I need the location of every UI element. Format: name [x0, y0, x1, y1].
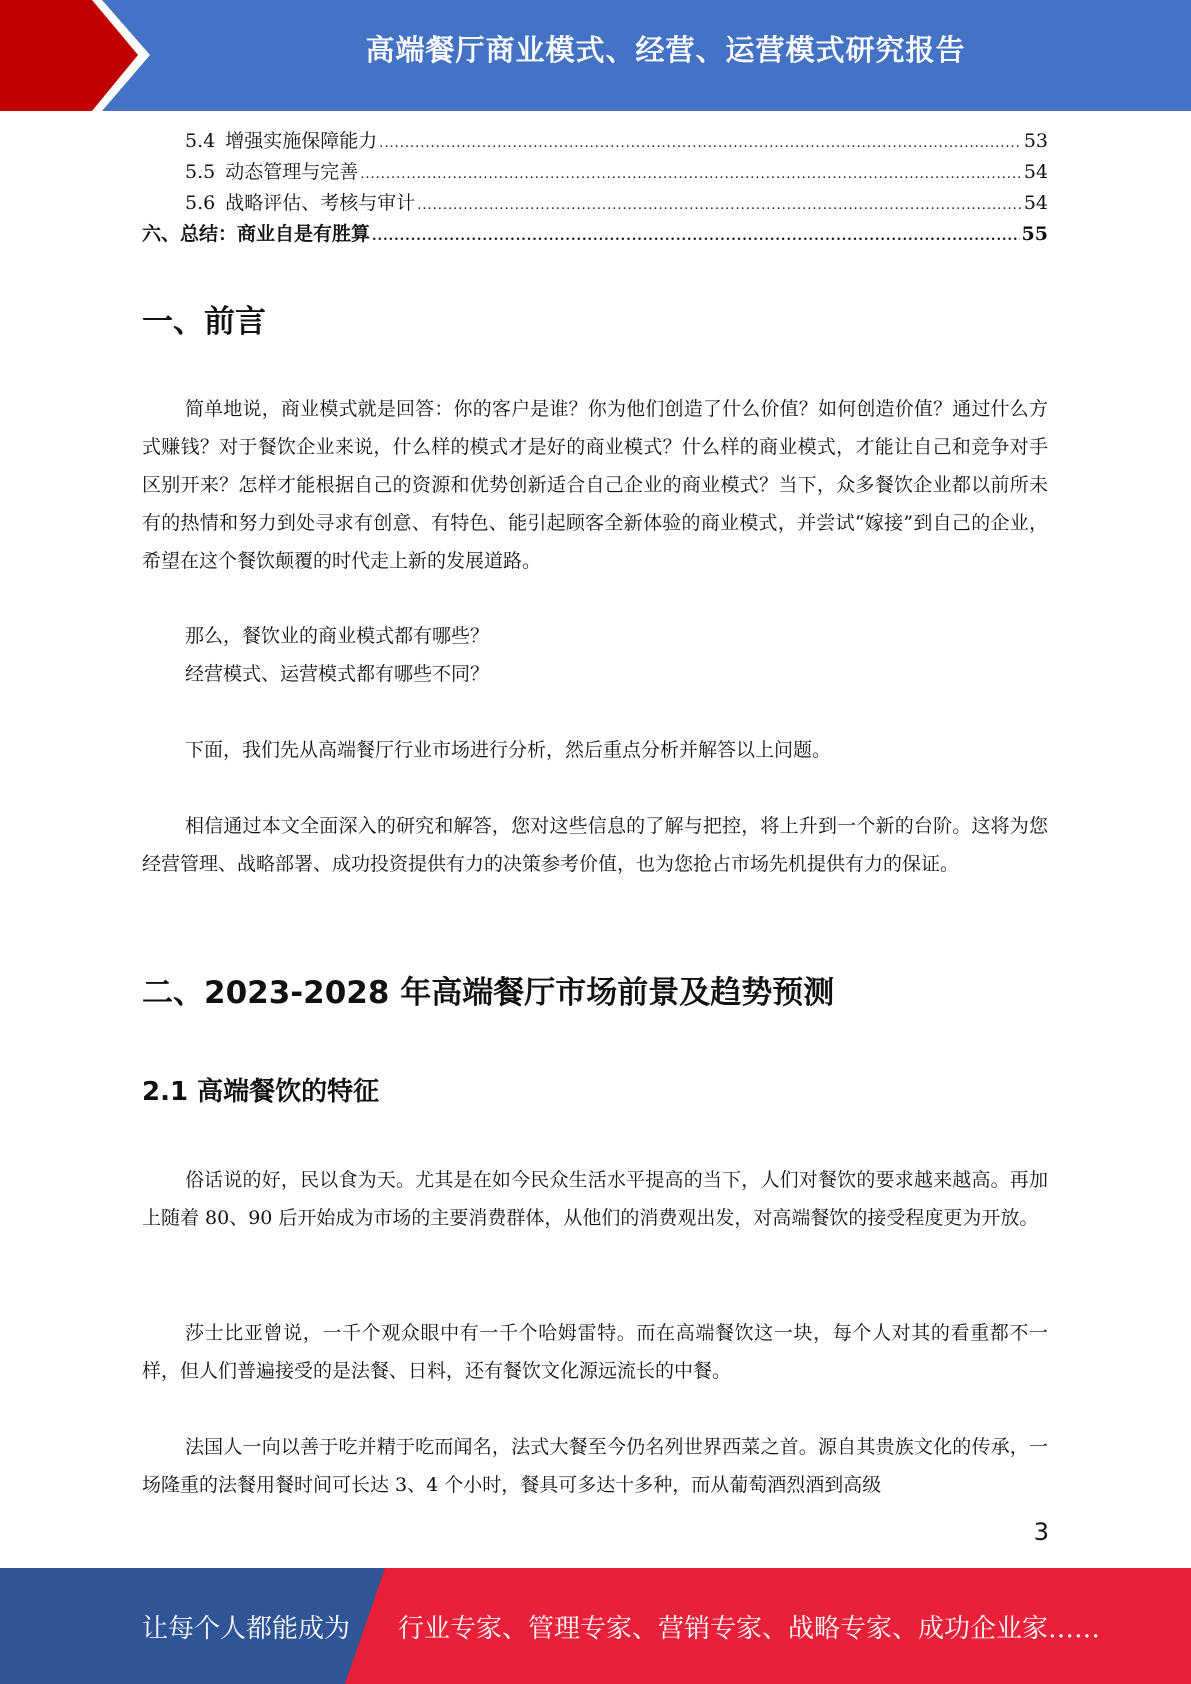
toc-leader-dots	[360, 167, 1022, 182]
toc-entry[interactable]	[142, 157, 1048, 188]
section-heading-preface: 一、前言	[142, 304, 266, 340]
toc-leader-dots	[417, 198, 1022, 213]
table-of-contents	[142, 126, 1048, 250]
toc-entry[interactable]	[142, 126, 1048, 157]
toc-entry-label: 动态管理与完善	[225, 161, 359, 183]
subsection-heading: 2.1 高端餐饮的特征	[142, 1077, 380, 1107]
body-paragraph: 法国人一向以善于吃并精于吃而闻名，法式大餐至今仍名列世界西菜之首。源自其贵族文化的传承，一场隆重的法餐用餐时间可长达 3、4 个小时，餐具可多达十多种，而从葡萄酒烈酒到高级	[142, 1436, 1048, 1496]
toc-entry-page: 54	[1023, 161, 1048, 183]
body-paragraph: 俗话说的好，民以食为天。尤其是在如今民众生活水平提高的当下，人们对餐饮的要求越来越高。再加上随着 80、90 后开始成为市场的主要消费群体，从他们的消费观出发，对高端餐饮的接受程度更为开放。	[142, 1169, 1048, 1229]
toc-entry-number: 5.5	[185, 161, 216, 183]
body-paragraph: 经营模式、运营模式都有哪些不同？	[185, 663, 490, 685]
footer-slogan-right: 行业专家、管理专家、营销专家、战略专家、成功企业家……	[398, 1614, 1101, 1644]
page-footer	[0, 1568, 1191, 1684]
red-chevron-decoration	[0, 0, 160, 111]
toc-entry[interactable]	[142, 188, 1048, 219]
toc-entry-label: 战略评估、考核与审计	[225, 192, 416, 214]
page-number: 3	[1033, 1518, 1049, 1546]
report-title: 高端餐厅商业模式、经营、运营模式研究报告	[365, 33, 966, 67]
page-header	[0, 0, 1191, 111]
footer-slogan-left: 让每个人都能成为	[142, 1614, 351, 1644]
toc-entry-number: 5.6	[185, 192, 216, 214]
toc-entry-label: 六、总结：商业自是有胜算	[142, 223, 371, 245]
toc-entry-label: 增强实施保障能力	[225, 130, 378, 152]
toc-entry-page: 55	[1021, 223, 1048, 245]
toc-entry-page: 54	[1023, 192, 1048, 214]
section-heading-market-outlook: 二、2023-2028 年高端餐厅市场前景及趋势预测	[142, 975, 835, 1011]
body-paragraph: 莎士比亚曾说，一千个观众眼中有一千个哈姆雷特。而在高端餐饮这一块，每个人对其的看重都不一样，但人们普遍接受的是法餐、日料，还有餐饮文化源远流长的中餐。	[142, 1322, 1048, 1382]
body-paragraph: 那么，餐饮业的商业模式都有哪些？	[185, 625, 490, 647]
body-paragraph: 简单地说，商业模式就是回答：你的客户是谁？你为他们创造了什么价值？如何创造价值？通过什么方式赚钱？对于餐饮企业来说，什么样的模式才是好的商业模式？什么样的商业模式，才能让自己和竞争对手区别开来？怎样才能根据自己的资源和优势创新适合自己企业的商业模式？当下，众多餐饮企业都以前所未有的热情和努力到处寻求有创意、有特色、能引起顾客全新体验的商业模式，并尝试“嫁接”到自己的企业，希望在这个餐饮颠覆的时代走上新的发展道路。	[142, 398, 1048, 572]
toc-entry[interactable]	[142, 219, 1048, 250]
toc-leader-dots	[372, 229, 1020, 244]
toc-entry-number: 5.4	[185, 130, 216, 152]
toc-entry-page: 53	[1023, 130, 1048, 152]
body-paragraph: 下面，我们先从高端餐厅行业市场进行分析，然后重点分析并解答以上问题。	[185, 739, 832, 761]
toc-leader-dots	[379, 136, 1022, 151]
body-paragraph: 相信通过本文全面深入的研究和解答，您对这些信息的了解与把控，将上升到一个新的台阶。这将为您经营管理、战略部署、成功投资提供有力的决策参考价值，也为您抢占市场先机提供有力的保证。	[142, 815, 1048, 875]
